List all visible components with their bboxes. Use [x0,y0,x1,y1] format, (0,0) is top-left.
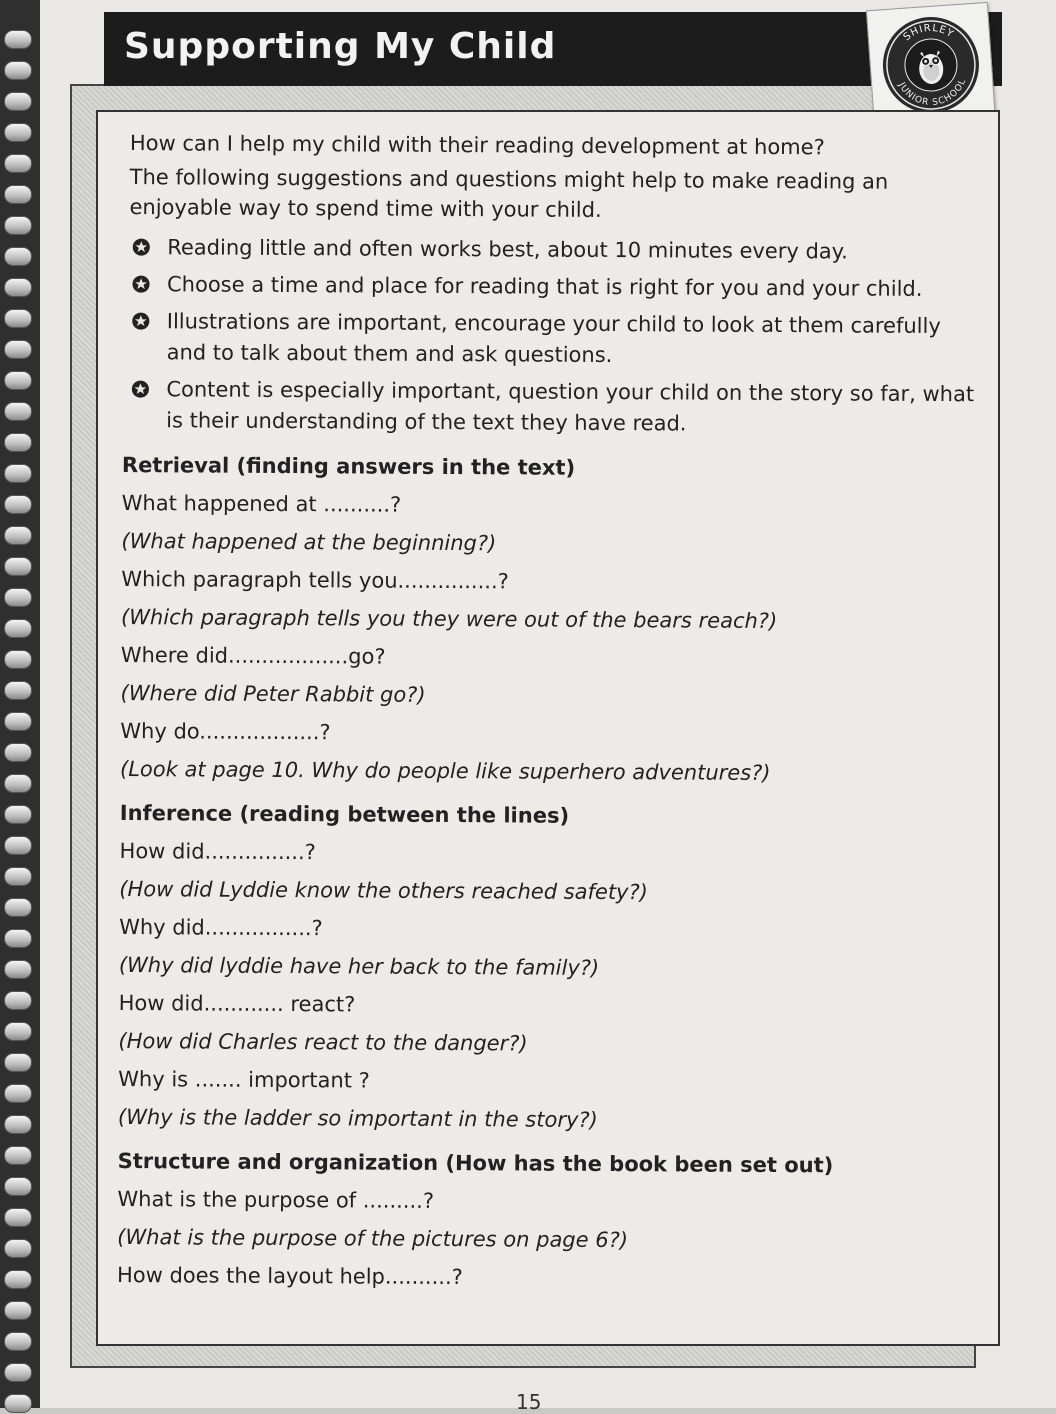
star-icon [129,238,153,256]
binding-ring [4,433,32,452]
question-prompt: How did...............? [119,839,316,865]
question-prompt: What is the purpose of .........? [117,1187,435,1213]
section-structure [113,1146,974,1295]
binding-ring [4,1239,32,1258]
binding-ring [4,216,32,235]
binding-ring [4,681,32,700]
tip-item [129,269,979,305]
binding-ring [4,650,32,669]
binding-ring [4,557,32,576]
binding-ring [4,371,32,390]
binding-ring [4,185,32,204]
tip-text: Reading little and often works best, about 10 minutes every day. [167,235,848,264]
binding-ring [4,309,32,328]
section-heading: Structure and organization (How has the book been set out) [117,1149,834,1178]
question-example: (Which paragraph tells you they were out of the bears reach?) [120,605,778,634]
binding-ring [4,1208,32,1227]
binding-ring [4,464,32,483]
binding-ring [4,898,32,917]
binding-ring [4,588,32,607]
section-heading: Retrieval (finding answers in the text) [121,453,576,480]
spiral-binding [0,0,40,1408]
section-heading: Inference (reading between the lines) [119,801,570,828]
binding-ring [4,743,32,762]
page-number: 15 [516,1390,542,1414]
binding-ring [4,1394,32,1413]
tips-list [128,232,979,441]
question-prompt: What happened at ..........? [121,491,402,517]
binding-ring [4,1084,32,1103]
section-retrieval [116,450,978,789]
tip-text: Illustrations are important, encourage your child to look at them carefully and to talk about them and ask questions. [166,309,941,368]
binding-ring [4,929,32,948]
school-seal [880,14,982,116]
question-example: (Look at page 10. Why do people like superhero adventures?) [120,757,771,785]
binding-ring [4,1332,32,1351]
binding-ring [4,1115,32,1134]
question-example: (What is the purpose of the pictures on page 6?) [117,1225,629,1253]
question-prompt: Which paragraph tells you...............? [121,567,509,594]
tip-text: Choose a time and place for reading that is right for you and your child. [166,272,923,301]
question-example: (How did Charles react to the danger?) [118,1029,528,1056]
binding-ring [4,340,32,359]
binding-ring [4,805,32,824]
tip-item [129,232,979,268]
binding-ring [4,61,32,80]
binding-ring [4,154,32,173]
binding-ring [4,867,32,886]
question-example: (Why is the ladder so important in the story?) [117,1105,598,1132]
question-prompt: Why did................? [119,915,323,941]
binding-ring [4,278,32,297]
content [113,128,980,1303]
binding-ring [4,526,32,545]
svg-text:SHIRLEY: SHIRLEY [901,22,956,44]
question-example: (How did Lyddie know the others reached safety?) [119,877,648,905]
binding-ring [4,1022,32,1041]
binding-ring [4,30,32,49]
binding-ring [4,1146,32,1165]
question-prompt: Why is ....... important ? [118,1067,370,1093]
binding-ring [4,774,32,793]
binding-ring [4,1301,32,1320]
binding-ring [4,402,32,421]
question-example: (Why did lyddie have her back to the family?) [118,953,600,980]
star-icon [129,312,153,330]
question-prompt: How did............ react? [118,991,356,1017]
star-icon [129,275,153,293]
binding-ring [4,123,32,142]
binding-ring [4,836,32,855]
tip-item [128,374,978,441]
svg-text:JUNIOR SCHOOL: JUNIOR SCHOOL [896,77,969,109]
binding-ring [4,495,32,514]
intro-question: How can I help my child with their reading development at home? [129,131,825,160]
binding-ring [4,1053,32,1072]
binding-ring [4,1270,32,1289]
binding-ring [4,1177,32,1196]
question-prompt: Why do..................? [120,719,331,745]
tip-text: Content is especially important, question your child on the story so far, what is their understanding of the text they have read. [166,377,975,436]
tip-item [129,306,979,373]
question-prompt: Where did..................go? [120,643,386,669]
binding-ring [4,960,32,979]
binding-ring [4,712,32,731]
section-inference [114,798,976,1137]
page-title: Supporting My Child [124,26,557,67]
binding-ring [4,619,32,638]
question-example: (Where did Peter Rabbit go?) [120,681,426,707]
binding-ring [4,1363,32,1382]
star-icon [128,380,152,398]
binding-ring [4,991,32,1010]
intro-text: The following suggestions and questions might help to make reading an enjoyable way to spend time with your child. [129,165,889,222]
question-example: (What happened at the beginning?) [121,529,497,556]
binding-ring [4,247,32,266]
binding-ring [4,92,32,111]
question-prompt: How does the layout help..........? [116,1263,463,1290]
seal-graphic [880,14,982,116]
